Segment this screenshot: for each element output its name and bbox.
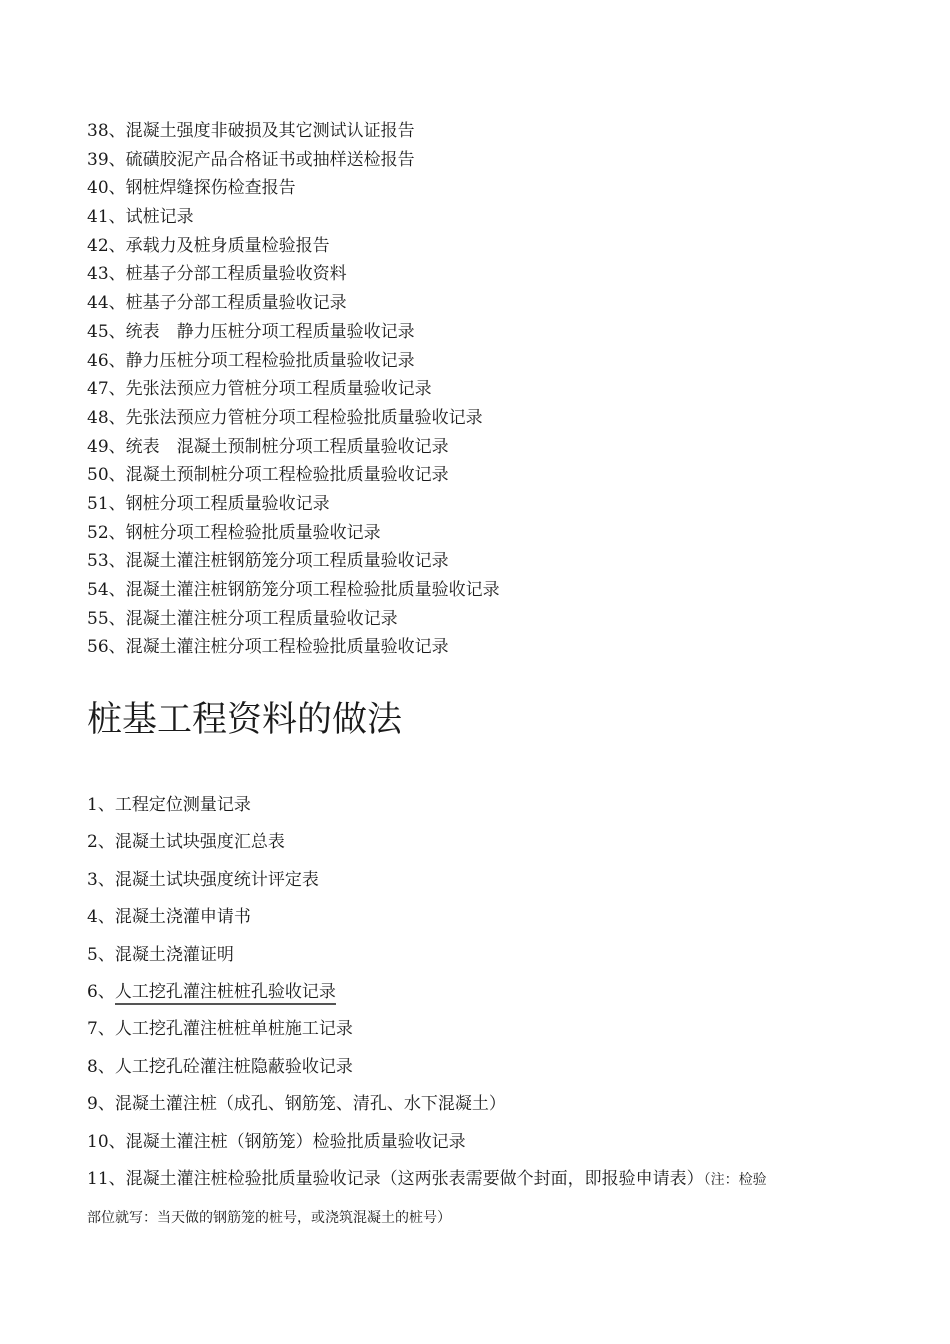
list-item: 9、混凝土灌注桩（成孔、钢筋笼、清孔、水下混凝土） bbox=[87, 1094, 506, 1115]
list-item: 49、统表 混凝土预制桩分项工程质量验收记录 bbox=[87, 436, 449, 457]
list-item: 42、承载力及桩身质量检验报告 bbox=[87, 235, 330, 256]
list-item: 40、钢桩焊缝探伤检查报告 bbox=[87, 178, 296, 199]
list-item bbox=[87, 974, 877, 1011]
list-item: 55、混凝土灌注桩分项工程质量验收记录 bbox=[87, 608, 398, 629]
list-item: 50、混凝土预制桩分项工程检验批质量验收记录 bbox=[87, 465, 449, 486]
list-item: 53、混凝土灌注桩钢筋笼分项工程质量验收记录 bbox=[87, 551, 449, 572]
procedure-list bbox=[87, 787, 877, 1238]
list-item: 46、静力压桩分项工程检验批质量验收记录 bbox=[87, 350, 415, 371]
list-item: 7、人工挖孔灌注桩桩单桩施工记录 bbox=[87, 1019, 353, 1040]
list-item: 8、人工挖孔砼灌注桩隐蔽验收记录 bbox=[87, 1056, 353, 1077]
list-item: 4、混凝土浇灌申请书 bbox=[87, 907, 251, 928]
list-item: 38、混凝土强度非破损及其它测试认证报告 bbox=[87, 121, 415, 141]
underlined-item-text: 人工挖孔灌注桩桩孔验收记录 bbox=[115, 982, 336, 1005]
list-item: 2、混凝土试块强度汇总表 bbox=[87, 832, 285, 853]
list-item: 44、桩基子分部工程质量验收记录 bbox=[87, 293, 347, 314]
document-list-continued bbox=[87, 117, 500, 662]
list-item: 47、先张法预应力管桩分项工程质量验收记录 bbox=[87, 379, 432, 400]
note-text: （注：检验 bbox=[703, 1171, 767, 1188]
list-item: 48、先张法预应力管桩分项工程检验批质量验收记录 bbox=[87, 407, 483, 428]
list-item bbox=[87, 1161, 877, 1238]
list-item: 1、工程定位测量记录 bbox=[87, 795, 251, 815]
note-text-continued: 部位就写：当天做的钢筋笼的桩号，或浇筑混凝土的桩号） bbox=[87, 1210, 451, 1227]
list-item-text: 11、混凝土灌注桩检验批质量验收记录（这两张表需要做个封面，即报验申请表） bbox=[87, 1168, 704, 1189]
list-item: 10、混凝土灌注桩（钢筋笼）检验批质量验收记录 bbox=[87, 1131, 466, 1152]
list-item: 45、统表 静力压桩分项工程质量验收记录 bbox=[87, 321, 415, 342]
list-item: 56、混凝土灌注桩分项工程检验批质量验收记录 bbox=[87, 637, 449, 658]
section-heading: 桩基工程资料的做法 bbox=[87, 700, 403, 740]
list-item-number: 6、 bbox=[87, 981, 115, 1002]
list-item: 54、混凝土灌注桩钢筋笼分项工程检验批质量验收记录 bbox=[87, 580, 500, 600]
list-item: 3、混凝土试块强度统计评定表 bbox=[87, 869, 319, 890]
list-item: 52、钢桩分项工程检验批质量验收记录 bbox=[87, 522, 381, 543]
list-item: 43、桩基子分部工程质量验收资料 bbox=[87, 264, 347, 285]
list-item: 5、混凝土浇灌证明 bbox=[87, 944, 234, 965]
list-item: 51、钢桩分项工程质量验收记录 bbox=[87, 493, 330, 514]
list-item: 39、硫磺胶泥产品合格证书或抽样送检报告 bbox=[87, 149, 415, 170]
list-item: 41、试桩记录 bbox=[87, 207, 194, 228]
